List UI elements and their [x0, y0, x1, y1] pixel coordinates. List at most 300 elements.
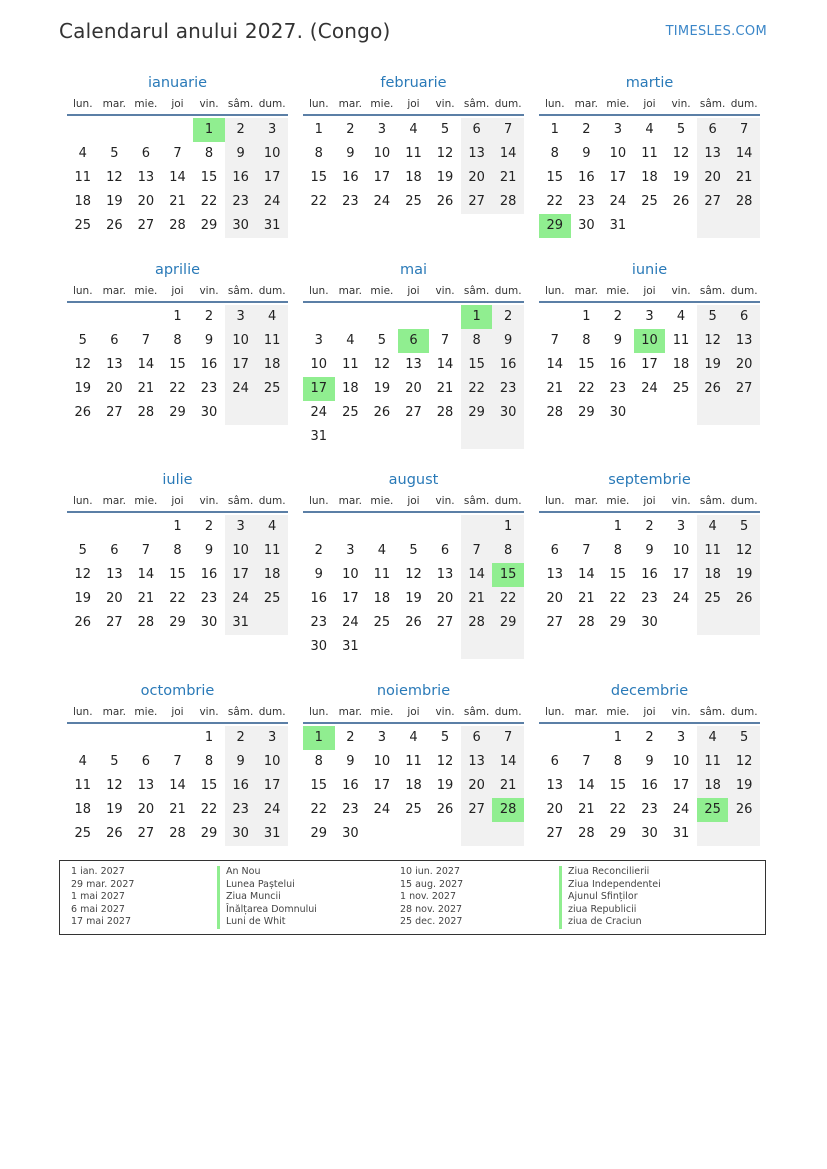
day-cell: 16 — [225, 166, 257, 190]
weekday-label: dum. — [258, 706, 286, 718]
day-cell: 11 — [641, 146, 658, 161]
weekday-label: dum. — [258, 495, 286, 507]
day-cell: 14 — [578, 778, 595, 793]
day-cell: 22 — [200, 802, 218, 817]
day-cell: 9 — [613, 333, 623, 348]
day-cell: 23 — [310, 615, 328, 630]
weekday-header — [303, 94, 524, 116]
legend-date: 6 mai 2027 — [71, 903, 125, 915]
day-cell: 13 — [405, 357, 422, 372]
day-cell: 28 — [578, 826, 595, 841]
day-empty — [130, 118, 162, 142]
day-cell: 11 — [405, 754, 422, 769]
day-holiday: 25 — [697, 798, 729, 822]
day-cell: 27 — [405, 405, 422, 420]
day-cell: 17 — [373, 778, 391, 793]
legend-holiday-name: Ajunul Sfinților — [559, 891, 661, 904]
weekday-label: lun. — [544, 285, 565, 297]
day-cell: 5 — [377, 333, 387, 348]
day-cell: 31 — [256, 822, 288, 846]
day-cell: 27 — [728, 377, 760, 401]
day-cell: 28 — [546, 405, 564, 420]
month-title: ianuarie — [147, 75, 208, 91]
day-cell: 25 — [342, 405, 359, 420]
day-empty — [99, 118, 131, 142]
weekday-label: joi — [171, 285, 184, 297]
day-cell: 24 — [672, 591, 690, 606]
day-cell: 22 — [310, 802, 328, 817]
weekday-label: sâm. — [463, 706, 490, 718]
day-cell: 29 — [492, 611, 524, 635]
day-cell: 12 — [697, 329, 729, 353]
day-cell: 26 — [697, 377, 729, 401]
weekday-header — [67, 94, 288, 116]
day-cell: 1 — [173, 519, 182, 534]
day-cell: 7 — [582, 543, 591, 558]
day-cell: 21 — [492, 774, 524, 798]
day-empty — [162, 726, 194, 750]
day-cell: 14 — [436, 357, 454, 372]
month-title: decembrie — [610, 683, 689, 699]
weekday-label: mar. — [102, 495, 127, 507]
legend-date: 10 iun. 2027 — [400, 866, 461, 877]
day-grid — [67, 303, 288, 425]
day-cell: 29 — [609, 826, 627, 841]
legend-holiday-name: Ziua Independentei — [559, 879, 661, 892]
day-cell: 15 — [578, 357, 595, 372]
day-cell: 19 — [436, 778, 454, 793]
day-cell: 19 — [74, 381, 92, 396]
weekday-label: mie. — [134, 495, 158, 507]
day-cell: 5 — [697, 305, 729, 329]
day-cell: 23 — [342, 194, 359, 209]
day-cell: 26 — [672, 194, 690, 209]
day-empty — [539, 515, 571, 539]
day-cell: 21 — [546, 381, 564, 396]
day-cell: 14 — [137, 567, 155, 582]
weekday-label: dum. — [730, 98, 758, 110]
weekday-label: dum. — [494, 285, 522, 297]
day-cell: 28 — [436, 405, 454, 420]
day-cell: 2 — [645, 730, 654, 745]
weekday-header — [303, 702, 524, 724]
day-cell: 12 — [74, 567, 92, 582]
day-cell: 18 — [641, 170, 658, 185]
weekday-label: mie. — [134, 285, 158, 297]
weekday-label: dum. — [730, 285, 758, 297]
day-cell: 4 — [377, 543, 387, 558]
weekday-label: dum. — [494, 98, 522, 110]
month-decembrie — [539, 680, 760, 846]
day-cell: 28 — [461, 611, 493, 635]
day-cell: 10 — [310, 357, 328, 372]
day-cell: 4 — [78, 754, 87, 769]
day-cell: 16 — [641, 567, 658, 582]
day-cell: 12 — [106, 778, 123, 793]
day-cell: 8 — [613, 754, 623, 769]
brand-link[interactable]: TIMESLES.COM — [665, 24, 767, 39]
day-empty — [162, 118, 194, 142]
month-octombrie — [67, 680, 288, 846]
day-holiday: 1 — [193, 118, 225, 142]
legend-date: 15 aug. 2027 — [400, 878, 464, 890]
day-cell: 19 — [106, 194, 123, 209]
day-cell: 24 — [672, 802, 690, 817]
page-title: Calendarul anului 2027. (Congo) — [59, 19, 391, 43]
day-cell: 2 — [645, 519, 654, 534]
day-cell: 30 — [342, 826, 359, 841]
weekday-label: mar. — [102, 98, 127, 110]
weekday-label: joi — [643, 706, 656, 718]
day-empty — [461, 515, 493, 539]
day-empty — [634, 401, 666, 425]
day-cell: 3 — [346, 543, 355, 558]
day-cell: 11 — [697, 539, 729, 563]
day-cell: 10 — [373, 754, 391, 769]
day-cell: 20 — [106, 381, 123, 396]
day-cell: 18 — [74, 194, 92, 209]
day-empty — [429, 822, 461, 846]
day-cell: 26 — [405, 615, 422, 630]
day-empty — [461, 822, 493, 846]
day-cell: 6 — [461, 118, 493, 142]
day-cell: 26 — [728, 798, 760, 822]
month-iunie — [539, 259, 760, 425]
day-cell: 3 — [225, 515, 257, 539]
day-cell: 22 — [546, 194, 564, 209]
legend-date: 1 ian. 2027 — [71, 866, 125, 877]
legend-date: 17 mai 2027 — [71, 916, 132, 927]
day-grid — [303, 116, 524, 214]
day-cell: 18 — [672, 357, 690, 372]
weekday-label: mie. — [370, 495, 394, 507]
day-cell: 13 — [461, 142, 493, 166]
day-cell: 1 — [492, 515, 524, 539]
day-cell: 3 — [256, 726, 288, 750]
weekday-label: sâm. — [463, 285, 490, 297]
day-cell: 25 — [405, 802, 422, 817]
day-cell: 4 — [256, 305, 288, 329]
day-cell: 21 — [436, 381, 454, 396]
day-cell: 14 — [578, 567, 595, 582]
month-title: iunie — [631, 262, 668, 278]
day-cell: 21 — [578, 802, 595, 817]
day-empty — [429, 425, 461, 449]
day-cell: 22 — [169, 591, 186, 606]
day-cell: 12 — [728, 539, 760, 563]
day-cell: 12 — [436, 146, 454, 161]
legend-names-col-1 — [217, 866, 317, 929]
legend-holiday-name: An Nou — [217, 866, 317, 879]
day-cell: 11 — [74, 170, 92, 185]
day-cell: 14 — [461, 563, 493, 587]
day-cell: 4 — [697, 726, 729, 750]
day-holiday: 10 — [634, 329, 666, 353]
weekday-label: vin. — [199, 98, 219, 110]
day-cell: 14 — [546, 357, 564, 372]
day-cell: 19 — [728, 774, 760, 798]
weekday-label: lun. — [544, 495, 565, 507]
day-empty — [99, 726, 131, 750]
day-cell: 9 — [225, 142, 257, 166]
day-cell: 21 — [461, 587, 493, 611]
day-cell: 20 — [106, 591, 123, 606]
day-empty — [728, 401, 760, 425]
day-holiday: 28 — [492, 798, 524, 822]
legend-holiday-name: ziua de Craciun — [559, 916, 661, 929]
day-cell: 22 — [169, 381, 186, 396]
day-cell: 9 — [346, 146, 355, 161]
day-grid — [539, 303, 760, 425]
legend-holiday-name: Luni de Whit — [217, 916, 317, 929]
day-cell: 22 — [492, 587, 524, 611]
day-cell: 23 — [200, 591, 218, 606]
day-cell: 26 — [106, 218, 123, 233]
day-cell: 1 — [173, 309, 182, 324]
month-aprilie — [67, 259, 288, 425]
weekday-label: joi — [407, 98, 420, 110]
day-empty — [335, 515, 367, 539]
day-cell: 25 — [405, 194, 422, 209]
weekday-header — [539, 491, 760, 513]
day-cell: 23 — [641, 802, 658, 817]
day-cell: 27 — [106, 615, 123, 630]
weekday-label: lun. — [544, 98, 565, 110]
day-cell: 6 — [110, 543, 119, 558]
day-cell: 15 — [200, 778, 218, 793]
day-cell: 1 — [613, 519, 623, 534]
day-empty — [728, 822, 760, 846]
day-cell: 11 — [697, 750, 729, 774]
day-cell: 26 — [436, 194, 454, 209]
weekday-label: mar. — [338, 285, 363, 297]
day-cell: 23 — [342, 802, 359, 817]
day-cell: 4 — [645, 122, 654, 137]
month-title: septembrie — [608, 472, 691, 488]
day-cell: 29 — [169, 615, 186, 630]
day-cell: 31 — [256, 214, 288, 238]
legend-holiday-name: Ziua Reconcilierii — [559, 866, 661, 879]
day-cell: 20 — [461, 166, 493, 190]
day-cell: 12 — [672, 146, 690, 161]
day-cell: 7 — [141, 333, 151, 348]
day-cell: 13 — [697, 142, 729, 166]
weekday-header — [67, 281, 288, 303]
day-cell: 6 — [728, 305, 760, 329]
day-cell: 21 — [728, 166, 760, 190]
day-grid — [539, 116, 760, 238]
weekday-label: lun. — [72, 495, 93, 507]
day-cell: 20 — [137, 802, 155, 817]
day-cell: 10 — [609, 146, 627, 161]
day-cell: 18 — [74, 802, 92, 817]
weekday-label: vin. — [671, 98, 691, 110]
month-septembrie — [539, 469, 760, 635]
day-cell: 23 — [225, 798, 257, 822]
weekday-label: mie. — [606, 706, 630, 718]
day-empty — [366, 305, 398, 329]
day-cell: 15 — [609, 778, 627, 793]
weekday-label: joi — [407, 285, 420, 297]
day-empty — [539, 305, 571, 329]
day-cell: 16 — [578, 170, 595, 185]
weekday-label: mar. — [102, 706, 127, 718]
day-cell: 18 — [405, 170, 422, 185]
day-cell: 28 — [169, 218, 186, 233]
day-cell: 21 — [492, 166, 524, 190]
day-empty — [571, 515, 603, 539]
month-title: aprilie — [154, 262, 201, 278]
day-cell: 8 — [204, 754, 214, 769]
day-cell: 27 — [697, 190, 729, 214]
day-holiday: 15 — [492, 563, 524, 587]
day-cell: 25 — [641, 194, 658, 209]
day-cell: 25 — [256, 587, 288, 611]
month-title: februarie — [380, 75, 447, 91]
day-cell: 26 — [74, 405, 92, 420]
weekday-label: vin. — [671, 495, 691, 507]
day-cell: 6 — [141, 146, 151, 161]
day-empty — [225, 401, 257, 425]
day-cell: 9 — [204, 333, 214, 348]
day-cell: 1 — [550, 122, 559, 137]
day-cell: 2 — [346, 730, 355, 745]
weekday-label: joi — [171, 706, 184, 718]
day-cell: 17 — [225, 353, 257, 377]
day-cell: 16 — [609, 357, 627, 372]
day-empty — [398, 305, 430, 329]
day-cell: 7 — [582, 754, 591, 769]
day-cell: 25 — [697, 587, 729, 611]
day-cell: 2 — [314, 543, 323, 558]
day-cell: 13 — [436, 567, 454, 582]
day-empty — [697, 822, 729, 846]
weekday-label: dum. — [730, 706, 758, 718]
day-empty — [256, 611, 288, 635]
day-cell: 30 — [200, 405, 218, 420]
day-cell: 28 — [137, 405, 155, 420]
day-cell: 13 — [137, 170, 155, 185]
day-cell: 17 — [641, 357, 658, 372]
day-cell: 22 — [609, 802, 627, 817]
day-cell: 5 — [78, 333, 87, 348]
day-cell: 21 — [137, 381, 155, 396]
day-cell: 18 — [697, 563, 729, 587]
day-cell: 8 — [582, 333, 591, 348]
day-grid — [539, 513, 760, 635]
day-cell: 6 — [697, 118, 729, 142]
day-cell: 12 — [436, 754, 454, 769]
day-cell: 20 — [137, 194, 155, 209]
day-cell: 25 — [256, 377, 288, 401]
weekday-label: mie. — [606, 495, 630, 507]
day-holiday: 1 — [303, 726, 335, 750]
day-cell: 16 — [342, 778, 359, 793]
day-cell: 21 — [169, 802, 186, 817]
day-cell: 20 — [697, 166, 729, 190]
legend-date: 25 dec. 2027 — [400, 916, 463, 927]
day-cell: 2 — [346, 122, 355, 137]
weekday-label: mar. — [574, 285, 599, 297]
day-cell: 22 — [461, 377, 493, 401]
day-cell: 11 — [256, 539, 288, 563]
weekday-label: lun. — [72, 285, 93, 297]
day-cell: 4 — [697, 515, 729, 539]
day-cell: 30 — [310, 639, 328, 654]
weekday-label: joi — [643, 98, 656, 110]
day-cell: 24 — [641, 381, 658, 396]
day-cell: 8 — [492, 539, 524, 563]
legend-dates-col-2 — [400, 866, 463, 929]
day-empty — [665, 214, 697, 238]
day-holiday: 6 — [398, 329, 430, 353]
weekday-label: mar. — [574, 706, 599, 718]
day-cell: 16 — [225, 774, 257, 798]
weekday-label: joi — [643, 285, 656, 297]
day-cell: 18 — [373, 591, 391, 606]
day-cell: 9 — [346, 754, 355, 769]
day-cell: 17 — [256, 774, 288, 798]
month-februarie — [303, 72, 524, 214]
day-cell: 5 — [110, 754, 119, 769]
day-grid — [303, 513, 524, 659]
day-cell: 19 — [697, 353, 729, 377]
day-cell: 11 — [74, 778, 92, 793]
day-cell: 11 — [342, 357, 359, 372]
weekday-label: dum. — [730, 495, 758, 507]
day-cell: 22 — [200, 194, 218, 209]
day-cell: 4 — [346, 333, 355, 348]
day-cell: 20 — [405, 381, 422, 396]
day-cell: 3 — [314, 333, 323, 348]
day-cell: 29 — [609, 615, 627, 630]
month-iulie — [67, 469, 288, 635]
day-cell: 30 — [225, 822, 257, 846]
day-cell: 13 — [546, 567, 564, 582]
day-cell: 27 — [461, 798, 493, 822]
day-cell: 20 — [728, 353, 760, 377]
day-empty — [335, 305, 367, 329]
day-cell: 19 — [373, 381, 391, 396]
weekday-label: lun. — [308, 495, 329, 507]
day-cell: 24 — [225, 377, 257, 401]
month-martie — [539, 72, 760, 238]
day-empty — [728, 611, 760, 635]
day-cell: 8 — [314, 146, 323, 161]
day-empty — [99, 305, 131, 329]
day-empty — [429, 305, 461, 329]
weekday-label: lun. — [544, 706, 565, 718]
day-cell: 16 — [342, 170, 359, 185]
day-cell: 16 — [310, 591, 328, 606]
day-cell: 16 — [492, 353, 524, 377]
day-cell: 25 — [74, 218, 92, 233]
day-empty — [697, 214, 729, 238]
day-cell: 10 — [225, 539, 257, 563]
day-cell: 24 — [256, 798, 288, 822]
day-cell: 26 — [728, 587, 760, 611]
day-grid — [303, 303, 524, 449]
day-cell: 19 — [728, 563, 760, 587]
day-cell: 19 — [436, 170, 454, 185]
legend-date: 28 nov. 2027 — [400, 903, 463, 915]
day-empty — [492, 425, 524, 449]
weekday-label: mar. — [338, 706, 363, 718]
day-cell: 7 — [173, 754, 182, 769]
day-cell: 27 — [137, 826, 155, 841]
day-cell: 28 — [728, 190, 760, 214]
day-cell: 22 — [310, 194, 328, 209]
